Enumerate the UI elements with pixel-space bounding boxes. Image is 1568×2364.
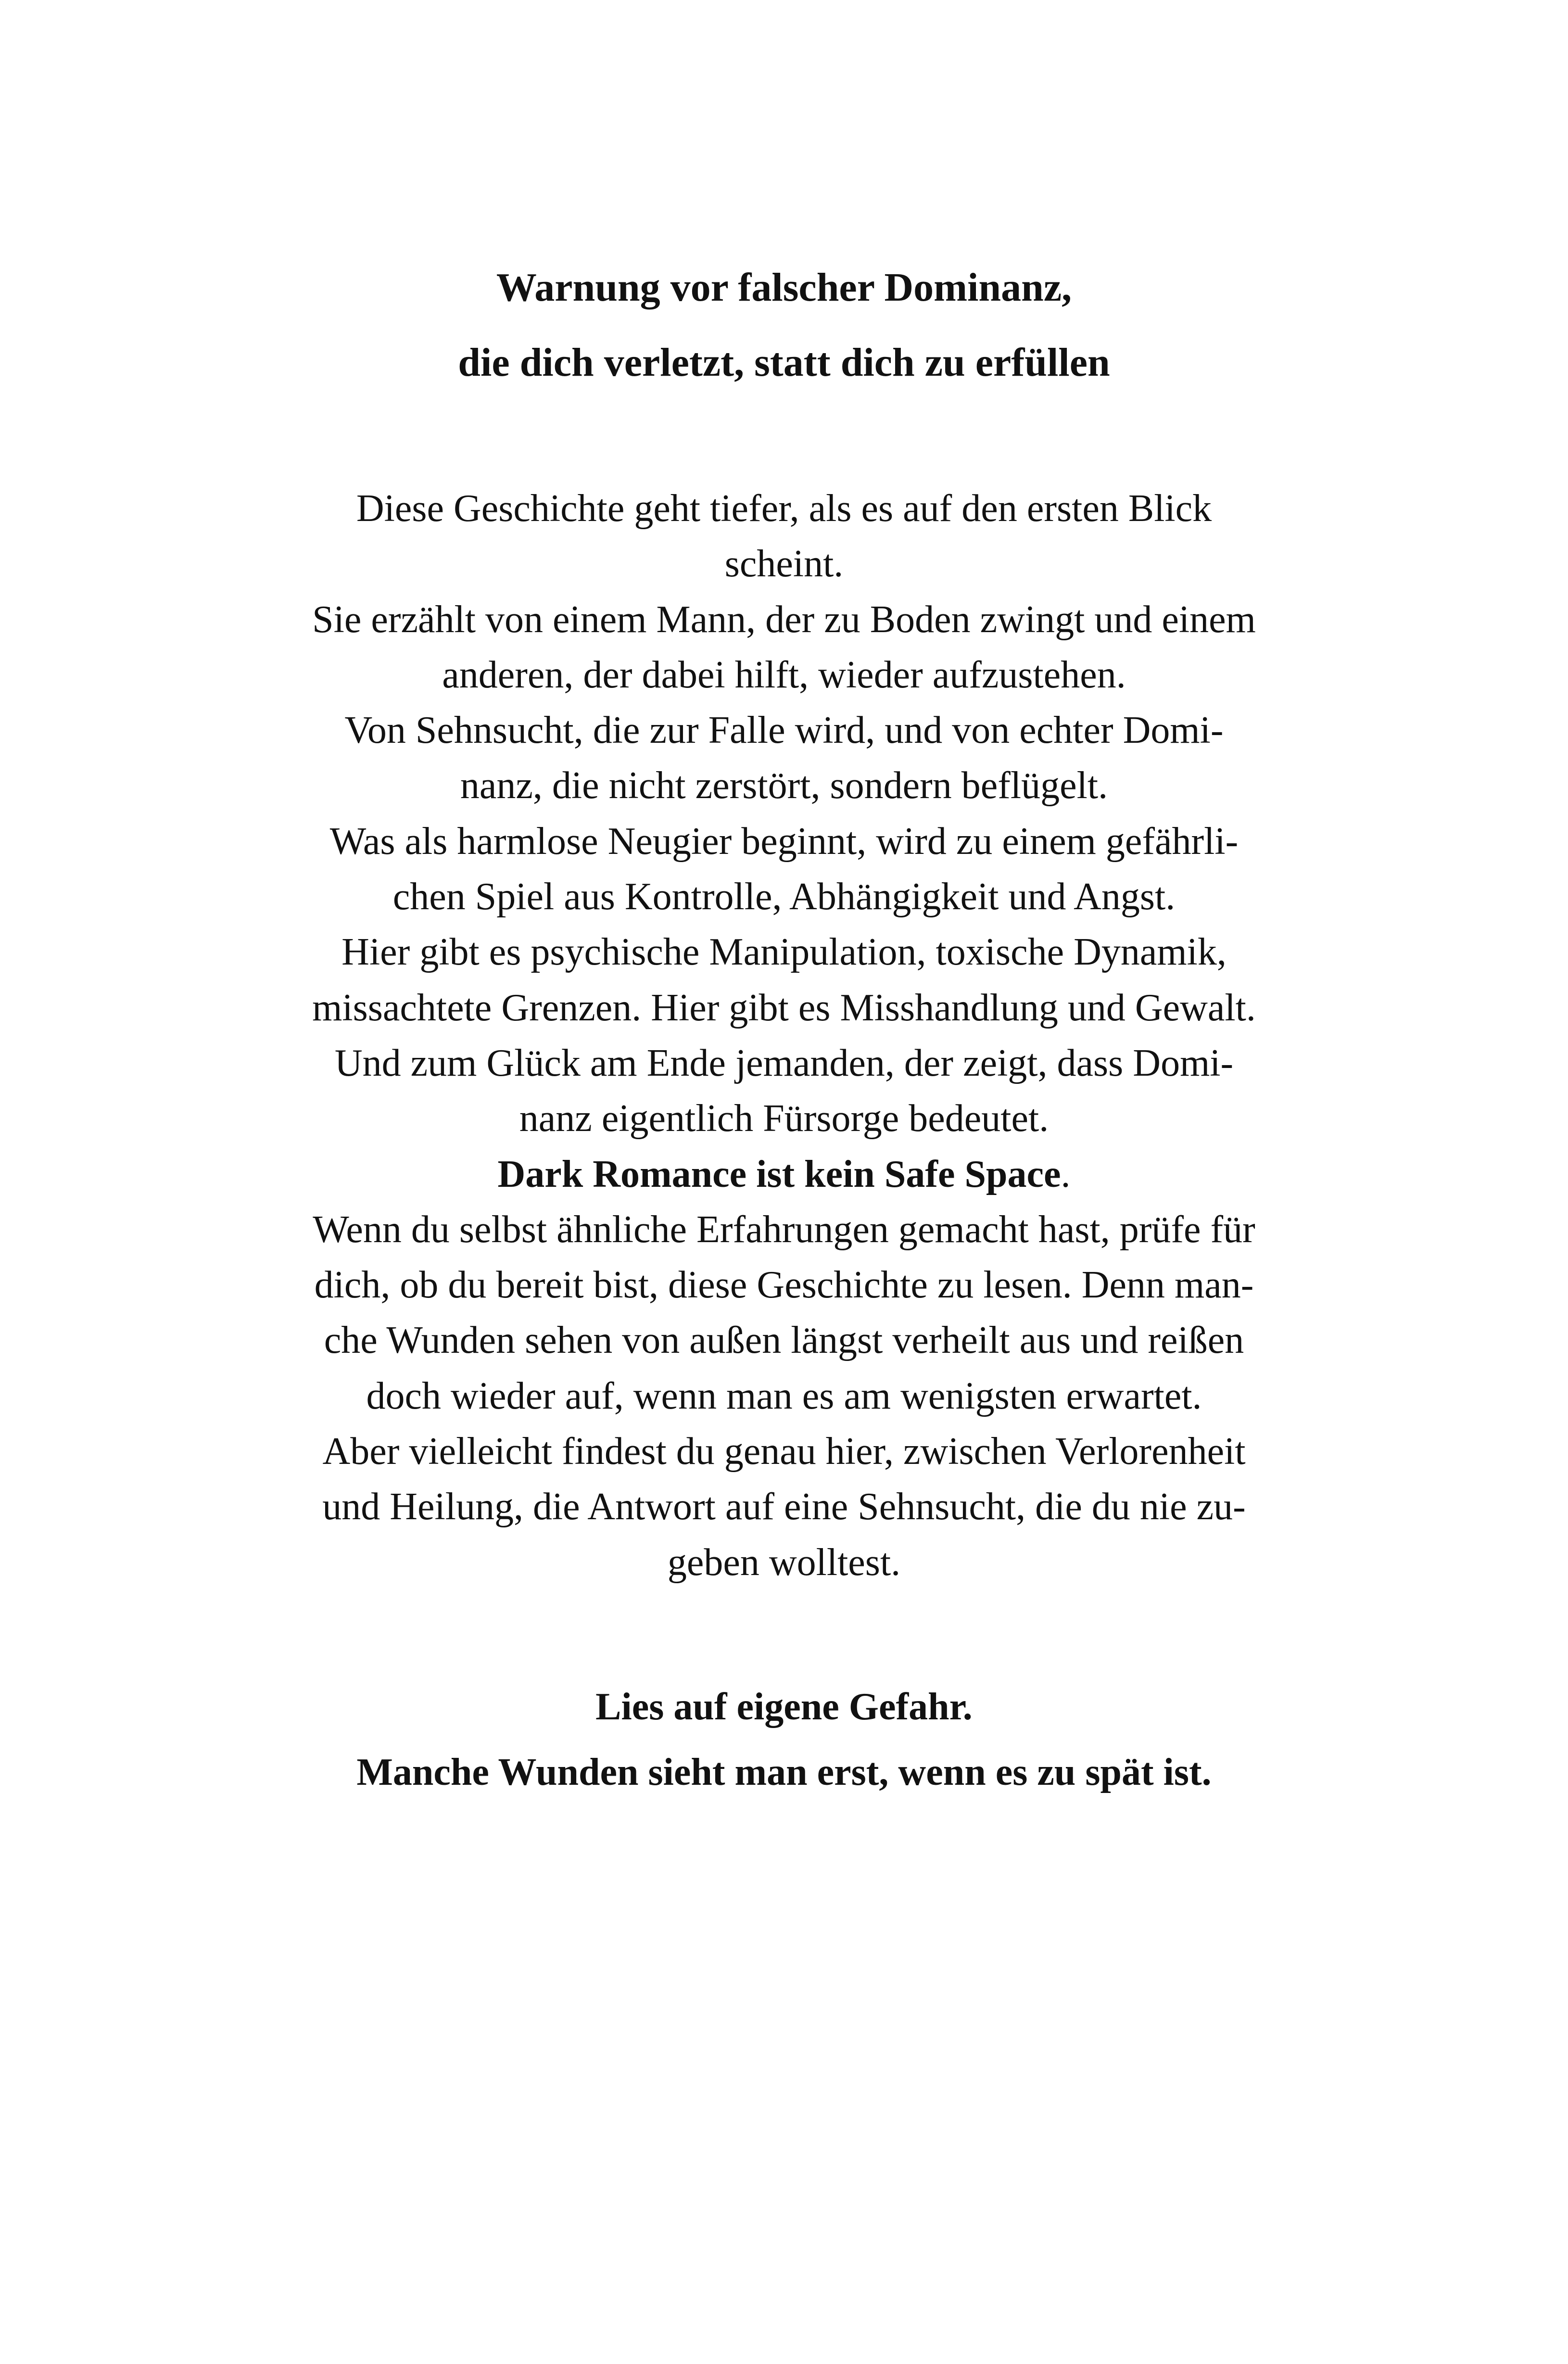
body-line: Aber vielleicht findest du genau hier, zwischen Verlorenheit [322,1430,1246,1473]
title-line-2: die dich verletzt, statt dich zu erfüllen [458,340,1110,385]
body-line: chen Spiel aus Kontrolle, Abhängigkeit und Angst. [392,876,1176,918]
body-line: Und zum Glück am Ende jemanden, der zeigt, dass Domi- [334,1042,1234,1084]
body-line: Diese Geschichte geht tiefer, als es auf den ersten Blick [356,487,1212,530]
body-line: doch wieder auf, wenn man es am wenigsten erwartet. [366,1374,1202,1417]
body-line: und Heilung, die Antwort auf eine Sehnsucht, die du nie zu- [322,1486,1246,1528]
emphasis-line [0,1147,1568,1202]
body-line: che Wunden sehen von außen längst verheilt aus und reißen [324,1319,1244,1362]
emphasis-bold-text: Dark Romance ist kein Safe Space [497,1153,1061,1195]
body-line: scheint. [724,543,844,585]
closing-line-1: Lies auf eigene Gefahr. [595,1686,973,1728]
warning-title [0,250,1568,400]
body-line: dich, ob du bereit bist, diese Geschichte zu lesen. Denn man- [314,1264,1254,1307]
body-line: anderen, der dabei hilft, wieder aufzustehen. [442,653,1126,696]
body-line: Sie erzählt von einem Mann, der zu Boden zwingt und einem [312,598,1256,641]
body-line: Was als harmlose Neugier beginnt, wird zu einem gefährli- [329,820,1239,863]
title-line-1: Warnung vor falscher Dominanz, [496,265,1072,310]
warning-body [0,481,1568,1590]
body-line: nanz, die nicht zerstört, sondern beflügelt. [460,764,1108,807]
body-line: Hier gibt es psychische Manipulation, toxische Dynamik, [341,931,1227,974]
body-line: missachtete Grenzen. Hier gibt es Misshandlung und Gewalt. [312,986,1256,1029]
closing-line-2: Manche Wunden sieht man erst, wenn es zu spät ist. [356,1751,1212,1793]
body-line: geben wolltest. [667,1541,901,1584]
closing-warning [0,1674,1568,1805]
body-line: nanz eigentlich Fürsorge bedeutet. [519,1097,1049,1140]
body-line: Wenn du selbst ähnliche Erfahrungen gemacht hast, prüfe für [313,1208,1255,1251]
body-line: Von Sehnsucht, die zur Falle wird, und von echter Domi- [344,709,1224,752]
emphasis-period: . [1061,1153,1071,1195]
